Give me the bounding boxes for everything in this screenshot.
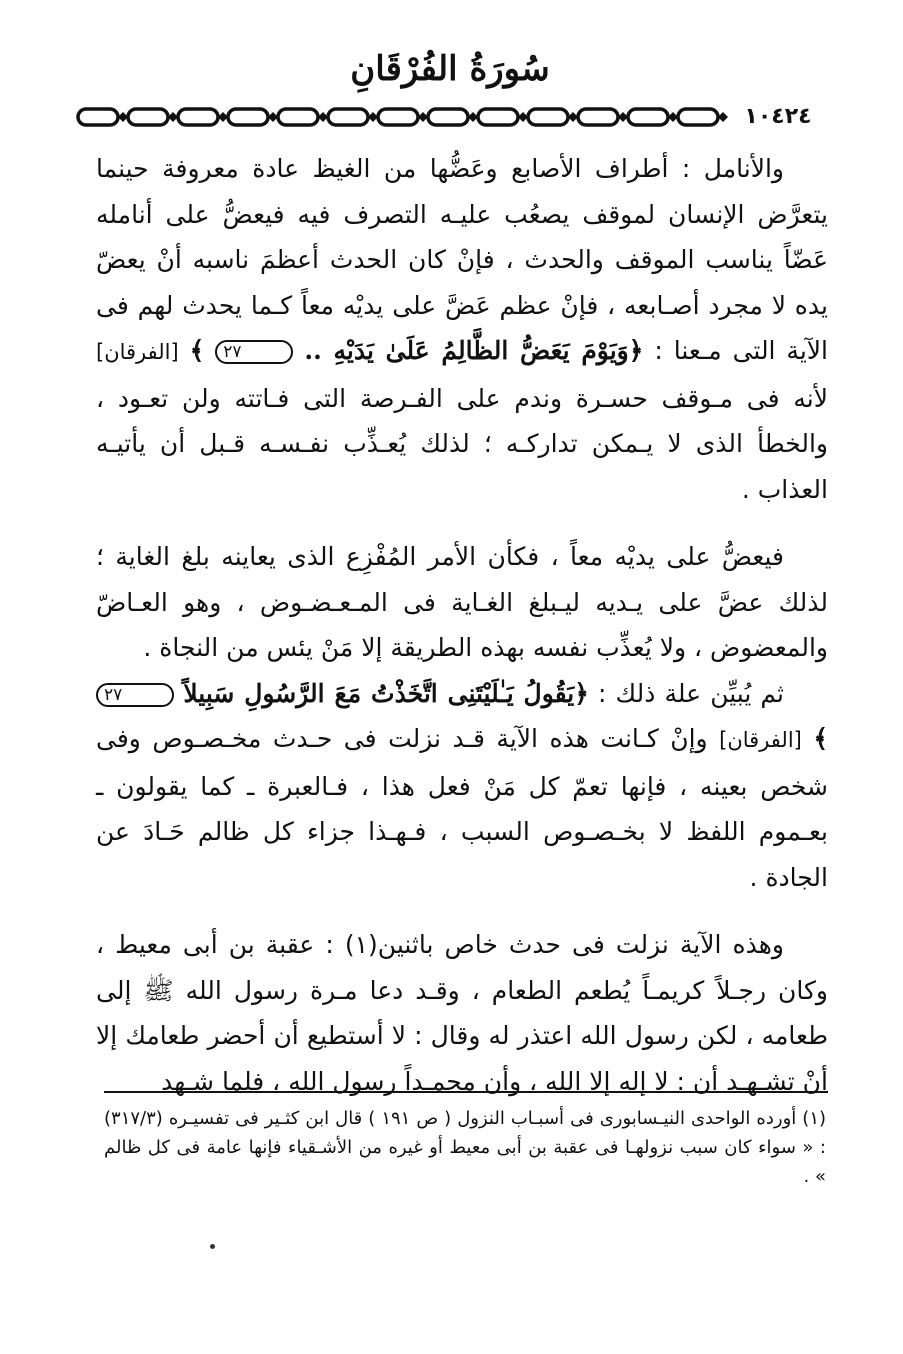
surah-reference: [الفرقان] [719, 728, 802, 752]
surah-title: سُورَةُ الفُرْقَانِ [350, 49, 550, 89]
page-number: ١٠٤٢٤ [728, 100, 828, 134]
line: وإنْ كـانت هذه الآية قـد نزلت فى حـدث مخـصـوص وفى [96, 724, 708, 753]
line: إلا أنْ تشـهـد أن : لا إله إلا الله ، وأن محمـداً رسول الله ، فلما شـهد [96, 1021, 828, 1096]
line: يتعرَّض الإنسان لموقف يصعُب عليـه التصرف فيه فيعضُّ على أنامله [96, 199, 828, 229]
verse-close-bracket: ﴾ [189, 336, 205, 365]
line: فى الآية التى مـعنا : [96, 290, 829, 365]
footnote-line: عامة فى كل ظالم » . [104, 1137, 826, 1187]
line: والخطأ الذى لا يـمكن تداركـه ؛ لذلك يُعـذِّب نفـسـه قـبل أن يأتيـه [96, 429, 828, 458]
verse-close-bracket: ﴾ [813, 724, 829, 753]
quran-verse: ﴿يَقُولُ يَـٰلَيْتَنِى اتَّخَذْتُ مَعَ الرَّسُولِ سَبِيلاً [183, 678, 589, 708]
line: والمعضوض ، ولا يُعذِّب نفسه بهذه الطريقة إلا مَنْ يئس من النجاة . [143, 633, 828, 662]
body-text [96, 146, 828, 1104]
speck-mark [210, 1244, 215, 1249]
paragraph-4 [96, 922, 828, 1104]
footnote [104, 1104, 826, 1191]
paragraph-3 [96, 671, 828, 901]
line: العذاب . [741, 474, 828, 504]
line: عَضّاً يناسب الموقف والحدث ، فإنْ كان الحدث أعظمَ ناسبه أنْ يعضّ [96, 245, 828, 274]
ayah-number-badge: ٢٧ [215, 340, 293, 364]
line: لذلك عضَّ على يـديه ليـبلغ الغـاية فى المـعـضـوض ، وهو العـاضّ [96, 587, 828, 617]
footnote-line: (١) أورده الواحدى النيـسابورى فى أسبـاب النزول ( ص ١٩١ ) قال ابن كثـير فى تفسيـره [168, 1108, 827, 1129]
header-ornament-band [76, 100, 828, 134]
chain-ornament-icon [76, 100, 828, 134]
line: والأنامل : أطراف الأصابع وعَضُّها من الغيظ عادة معروفة حينما [96, 154, 784, 183]
ayah-number-badge: ٢٧ [96, 683, 174, 707]
paragraph-2 [96, 534, 828, 671]
line: شخص بعينه ، فإنها تعمّ كل مَنْ فعل هذا ، فـالعبرة ـ كما يقولون ـ [96, 771, 828, 801]
line: ثم يُبيِّن علة ذلك : [598, 678, 784, 708]
line: بعـموم اللفظ لا بخـصـوص السبب ، فـهـذا جزاء كل ظالم حَـادَ عن [96, 817, 828, 846]
footnote-divider [104, 1091, 828, 1093]
line: وكان رجـلاً كريمـاً يُطعم الطعام ، وقـد دعا مـرة رسول الله ﷺ إلى [96, 975, 828, 1005]
line: الجادة . [749, 862, 828, 892]
line: فيعضُّ على يديْه معاً ، فكأن الأمر المُفْزِع الذى يعاينه بلغ الغاية ؛ [96, 542, 784, 571]
line: طعامه ، لكن رسول الله اعتذر له وقال : لا أستطيع أن أحضر طعامك [125, 1021, 828, 1050]
line: يده لا مجرد أصـابعه ، فإنْ عظم عَضَّ على يديْه معاً كـما يحدث لهم [137, 290, 828, 320]
line: لأنه فى مـوقف حسـرة وندم على الفـرصة التى فـاتته ولن تعـود ، [96, 383, 828, 413]
quran-verse: ﴿وَيَوْمَ يَعَضُّ الظَّالِمُ عَلَىٰ يَدَيْهِ .. [304, 336, 644, 365]
surah-reference: [الفرقان] [96, 340, 179, 364]
line: وهذه الآية نزلت فى حدث خاص باثنين(١) : عقبة بن أبى معيط ، [96, 930, 784, 959]
paragraph-1 [96, 146, 828, 512]
footnote-line: (٣١٧/٣) : « سواء كان سبب نزولهـا فى عقبة بن أبى معيط أو غيره من الأشـقياء فإنها [104, 1108, 826, 1158]
